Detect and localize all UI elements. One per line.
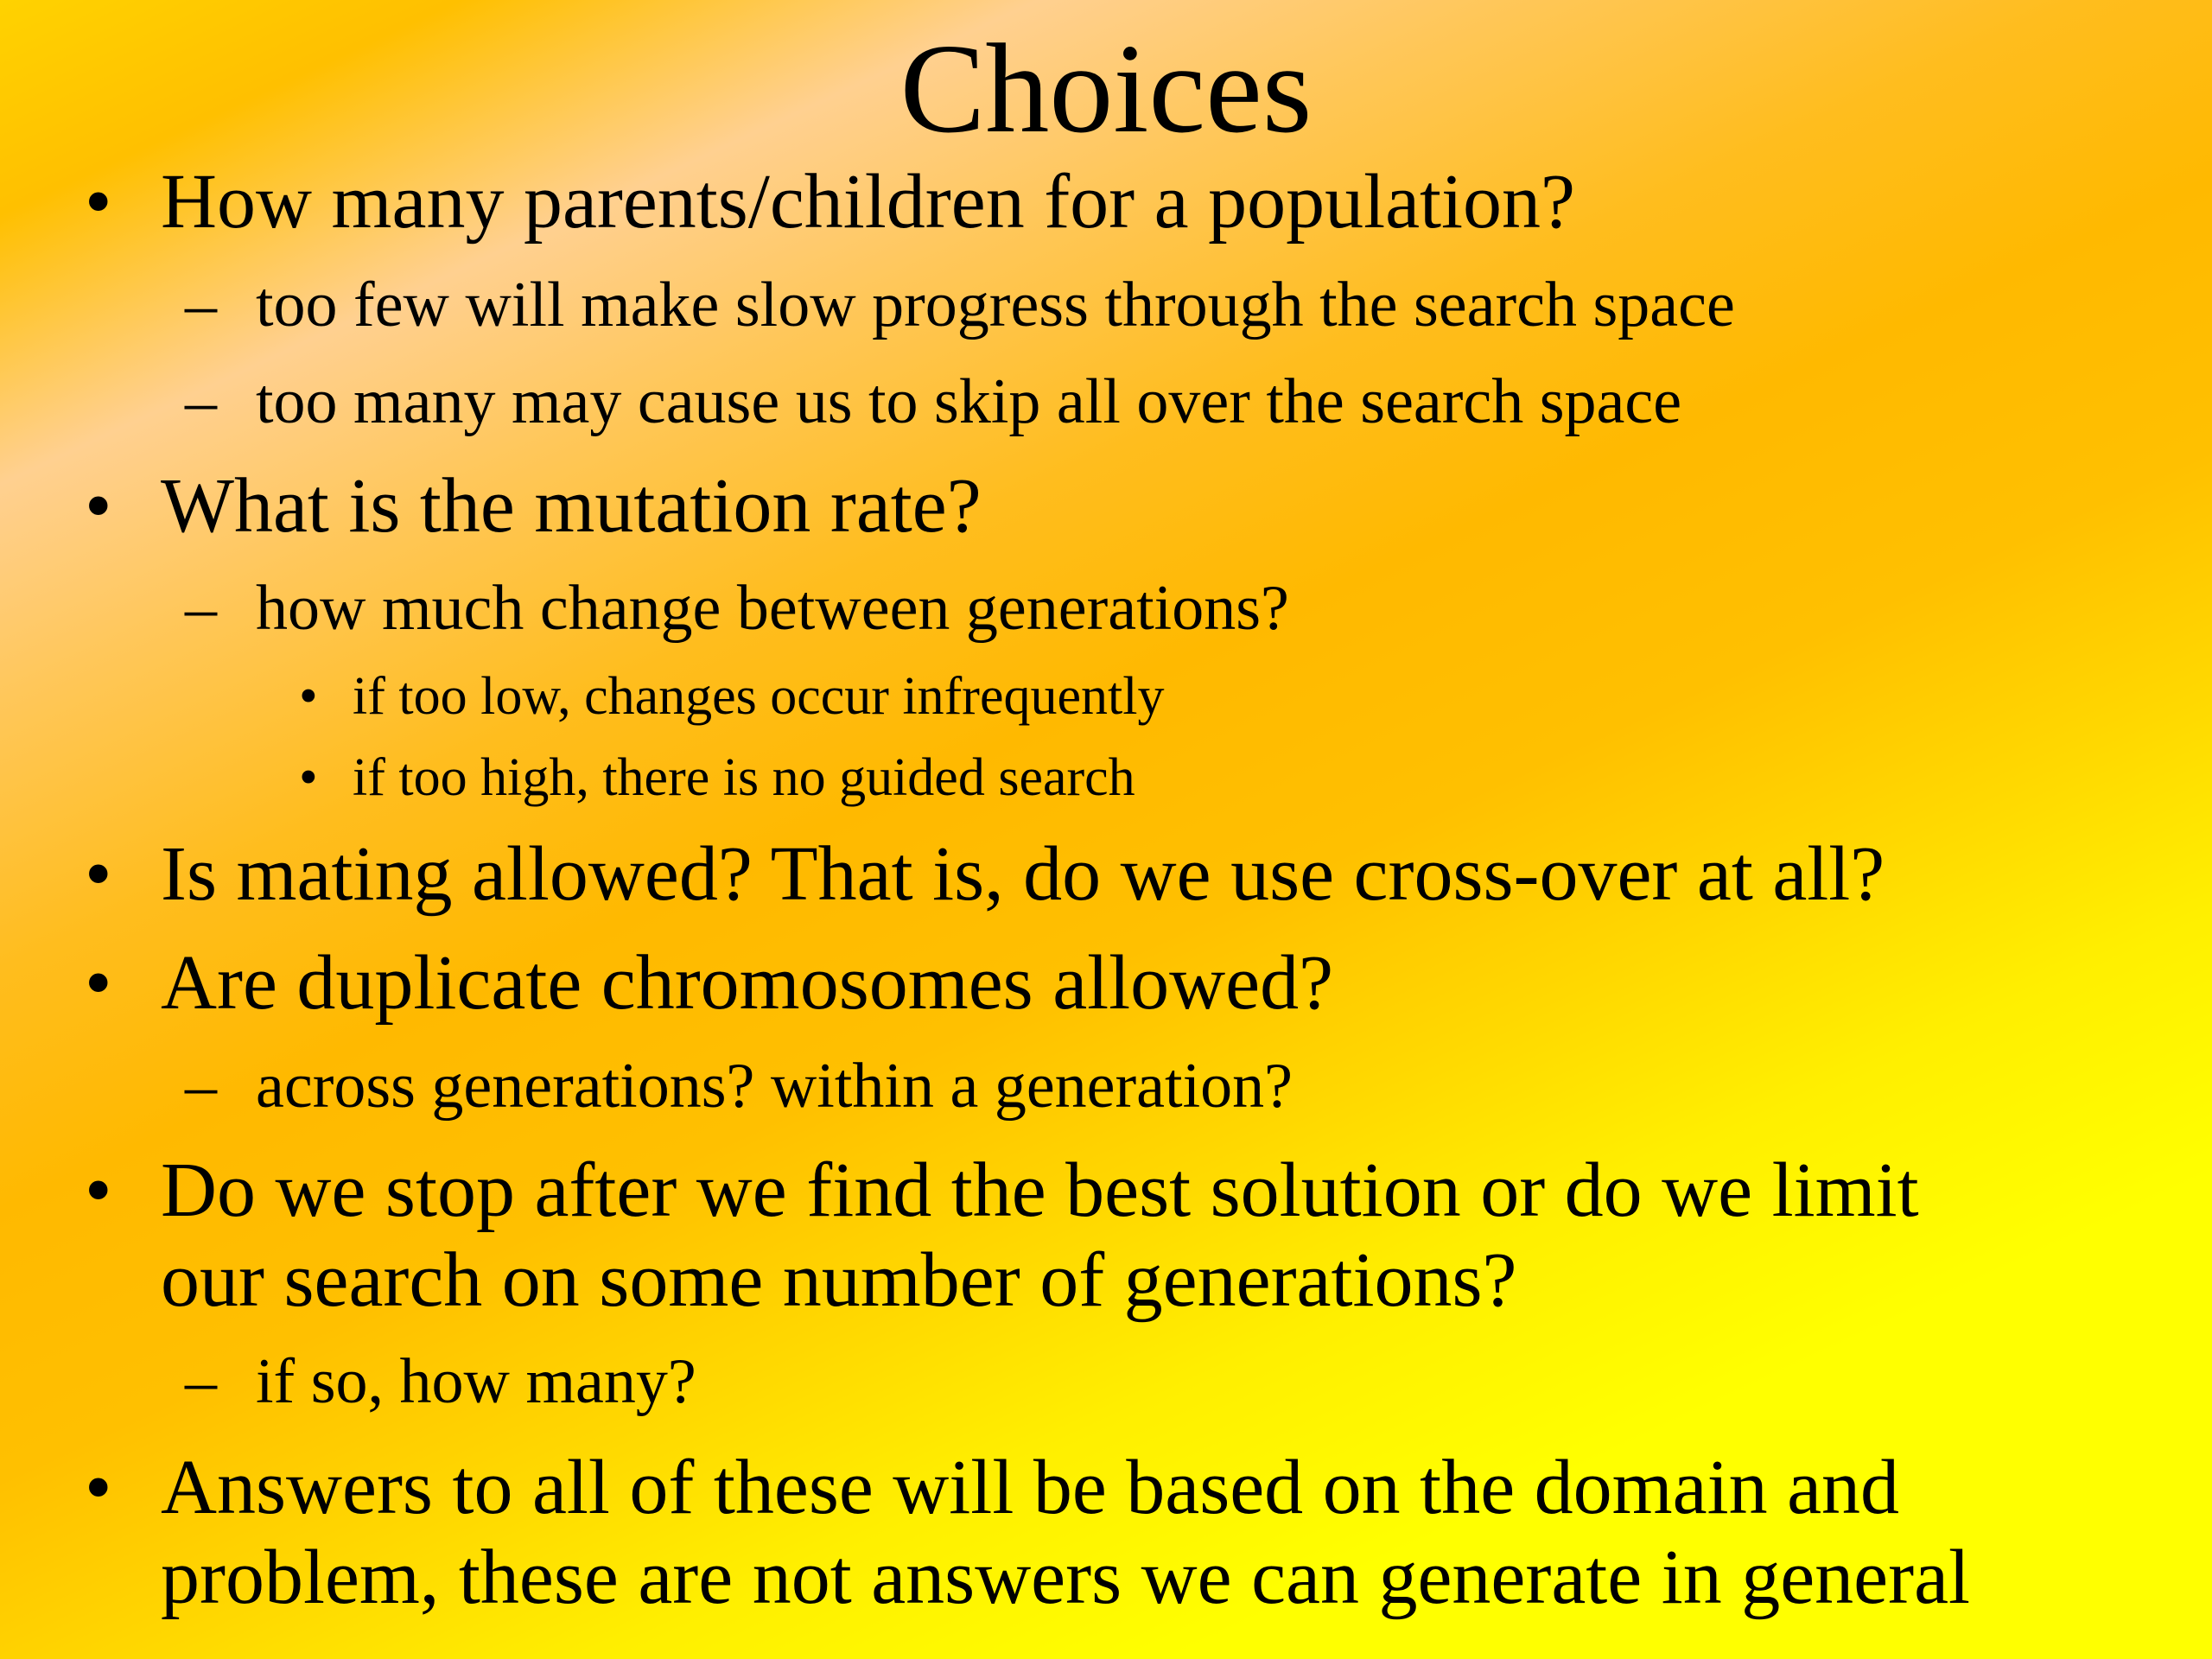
sub-sub-item-too-high — [299, 747, 1135, 809]
bullet-item-answers-domain — [85, 1443, 1900, 1533]
sub-sub-item-text: if too high, there is no guided search — [353, 748, 1135, 807]
sub-item-how-many — [185, 1344, 696, 1419]
sub-sub-item-too-low — [299, 665, 1165, 728]
sub-item-text: if so, how many? — [256, 1346, 696, 1417]
bullet-text: What is the mutation rate? — [161, 463, 982, 549]
bullet-marker: • — [299, 748, 318, 807]
sub-item-too-few — [185, 268, 1735, 342]
dash-marker: – — [185, 1346, 217, 1417]
sub-item-text: too few will make slow progress through the search space — [256, 270, 1735, 340]
sub-item-across-within-generations — [185, 1049, 1293, 1123]
bullet-marker: • — [85, 463, 112, 549]
sub-item-text: across generations? within a generation? — [256, 1051, 1293, 1122]
bullet-marker: • — [85, 159, 112, 245]
slide-title: Choices — [899, 18, 1313, 160]
bullet-text: Are duplicate chromosomes allowed? — [161, 940, 1334, 1026]
bullet-marker: • — [299, 667, 318, 726]
bullet-item-duplicate-chromosomes — [85, 938, 1334, 1028]
sub-item-change-between-generations — [185, 571, 1289, 645]
bullet-item-stopping-criterion — [85, 1146, 1919, 1236]
bullet-text: Is mating allowed? That is, do we use cross-over at all? — [161, 831, 1885, 917]
bullet-item-mutation-rate — [85, 461, 982, 551]
bullet-text: Answers to all of these will be based on the domain and — [161, 1445, 1900, 1530]
bullet-text: problem, these are not answers we can generate in general — [161, 1535, 1971, 1620]
bullet-item-population — [85, 157, 1576, 247]
bullet-marker: • — [85, 940, 112, 1026]
bullet-text: our search on some number of generations? — [161, 1237, 1517, 1323]
sub-item-too-many — [185, 365, 1682, 439]
bullet-text: Do we stop after we find the best solution or do we limit — [161, 1147, 1919, 1233]
sub-item-text: too many may cause us to skip all over the search space — [256, 366, 1682, 437]
bullet-marker: • — [85, 1147, 112, 1233]
bullet-item-stopping-criterion-continued — [161, 1236, 1516, 1325]
sub-sub-item-text: if too low, changes occur infrequently — [353, 667, 1165, 726]
bullet-marker: • — [85, 1445, 112, 1530]
dash-marker: – — [185, 1051, 217, 1122]
bullet-item-answers-domain-continued — [161, 1533, 1970, 1623]
bullet-marker: • — [85, 831, 112, 917]
sub-item-text: how much change between generations? — [256, 573, 1289, 644]
bullet-text: How many parents/children for a population? — [161, 159, 1576, 245]
bullet-item-mating-allowed — [85, 830, 1885, 919]
dash-marker: – — [185, 573, 217, 644]
dash-marker: – — [185, 366, 217, 437]
dash-marker: – — [185, 270, 217, 340]
